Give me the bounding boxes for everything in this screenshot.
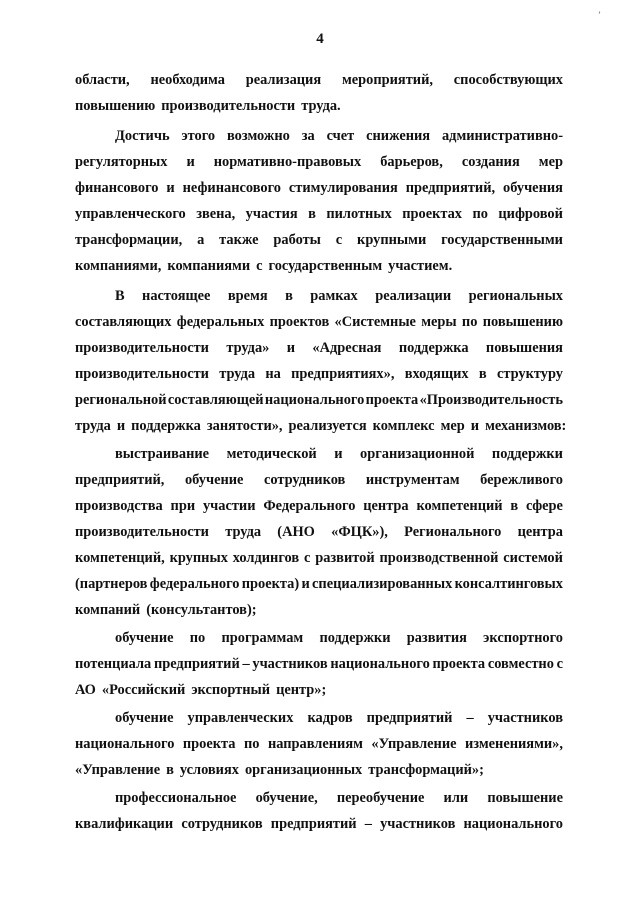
word: регуляторных xyxy=(75,154,168,170)
word: и xyxy=(186,154,195,170)
word: предприятий, xyxy=(405,180,496,196)
word: с xyxy=(256,258,263,274)
word: способствующих xyxy=(453,72,563,88)
word: участников xyxy=(487,710,563,726)
word: реализуется xyxy=(288,418,367,434)
text-line xyxy=(75,391,563,409)
text-line xyxy=(75,735,563,753)
word: поддержка xyxy=(398,340,469,356)
word: также xyxy=(219,232,259,248)
word: и xyxy=(116,418,126,434)
text-line xyxy=(115,789,563,807)
word: звена, xyxy=(196,206,236,222)
word: профессиональное xyxy=(115,790,237,806)
word: квалификации xyxy=(75,816,174,832)
text-line xyxy=(75,71,563,89)
word: кадров xyxy=(307,710,353,726)
word: рамках xyxy=(310,288,358,304)
word: структуру xyxy=(496,366,563,382)
word: в xyxy=(478,366,487,382)
text-line xyxy=(75,815,563,833)
word: мер xyxy=(440,418,465,434)
word: нефинансового xyxy=(182,180,281,196)
word: мер xyxy=(538,154,563,170)
word: механизмов: xyxy=(485,418,567,434)
word: реализация xyxy=(245,72,322,88)
word: переобучение xyxy=(336,790,425,806)
word: сотрудников xyxy=(181,816,263,832)
word: предприятий xyxy=(153,656,240,672)
text-line xyxy=(75,523,563,541)
word: компаний xyxy=(75,602,141,618)
word: «Системные xyxy=(334,314,416,330)
word: поддержка xyxy=(131,418,201,434)
word: в xyxy=(285,288,293,304)
word: федеральных xyxy=(176,314,265,330)
word: труда. xyxy=(301,98,341,114)
word: создания xyxy=(461,154,520,170)
word: этого xyxy=(181,128,216,144)
word: проекта) xyxy=(241,576,300,592)
word: с xyxy=(335,232,343,248)
word: производства xyxy=(75,498,163,514)
word: области, xyxy=(75,72,130,88)
page-number: 4 xyxy=(316,31,324,47)
word: «Управление xyxy=(371,736,457,752)
word: системой xyxy=(503,550,563,566)
word: «Адресная xyxy=(312,340,382,356)
word: компетенций, xyxy=(75,550,165,566)
word: труда xyxy=(225,524,262,540)
word: консалтинговых xyxy=(454,576,563,592)
word: в xyxy=(308,206,316,222)
text-line xyxy=(75,231,563,249)
word: программам xyxy=(221,630,304,646)
word: национального xyxy=(463,816,563,832)
word: организационных xyxy=(244,762,363,778)
text-line xyxy=(115,445,563,463)
word: и xyxy=(470,418,480,434)
word: государственными xyxy=(441,232,563,248)
word: настоящее xyxy=(142,288,211,304)
text-line xyxy=(75,601,563,619)
text-line xyxy=(115,287,563,305)
word: составляющей xyxy=(167,392,264,408)
word: участников xyxy=(380,816,456,832)
word: проекта xyxy=(365,392,419,408)
word: повышение xyxy=(487,790,563,806)
word: обучение xyxy=(184,472,244,488)
word: «Управление xyxy=(75,762,161,778)
word: управленческого xyxy=(75,206,186,222)
word: обучение xyxy=(115,710,174,726)
word: – xyxy=(242,656,250,672)
word: время xyxy=(227,288,268,304)
word: входящих xyxy=(404,366,469,382)
word: производительности xyxy=(75,524,209,540)
word: государственным xyxy=(268,258,383,274)
word: или xyxy=(443,790,469,806)
word: труда» xyxy=(226,340,270,356)
word: предприятий xyxy=(366,710,453,726)
word: – xyxy=(466,710,474,726)
word: экспортный xyxy=(191,682,271,698)
text-line xyxy=(75,761,563,779)
word: производственной xyxy=(379,550,499,566)
word: на xyxy=(265,366,281,382)
word: при xyxy=(170,498,196,514)
text-line xyxy=(75,313,563,331)
word: производительности xyxy=(161,98,296,114)
word: бережливого xyxy=(480,472,563,488)
text-line xyxy=(75,339,563,357)
word: проектах xyxy=(402,206,463,222)
word: предприятий xyxy=(270,816,357,832)
word: повышению xyxy=(482,314,563,330)
word: составляющих xyxy=(75,314,172,330)
word: – xyxy=(364,816,372,832)
word: инструментам xyxy=(365,472,460,488)
text-line xyxy=(75,575,563,593)
text-line xyxy=(75,179,563,197)
word: совместно xyxy=(487,656,554,672)
word: административно- xyxy=(441,128,563,144)
word: счет xyxy=(326,128,355,144)
word: занятости», xyxy=(206,418,283,434)
word: производительности xyxy=(75,340,209,356)
word: финансового xyxy=(75,180,159,196)
word: национального xyxy=(75,736,175,752)
text-line xyxy=(75,97,563,115)
word: экспортного xyxy=(483,630,563,646)
word: трансформации, xyxy=(75,232,183,248)
word: компетенций xyxy=(416,498,503,514)
text-line xyxy=(75,417,567,435)
text-line xyxy=(115,629,563,647)
word: поддержки xyxy=(491,446,563,462)
text-line xyxy=(115,709,563,727)
word: проекта xyxy=(182,736,236,752)
word: центра xyxy=(517,524,563,540)
word: с xyxy=(556,656,563,672)
word: работы xyxy=(273,232,321,248)
word: региональных xyxy=(468,288,563,304)
word: в xyxy=(166,762,174,778)
word: методической xyxy=(226,446,317,462)
word: региональной xyxy=(75,392,167,408)
word: с xyxy=(303,550,311,566)
word: специализированных xyxy=(312,576,453,592)
text-line xyxy=(75,497,563,515)
word: комплекс xyxy=(372,418,435,434)
word: участии xyxy=(202,498,256,514)
word: компаниями xyxy=(167,258,251,274)
word: управленческих xyxy=(187,710,294,726)
word: производительности xyxy=(75,366,209,382)
word: развитой xyxy=(315,550,375,566)
word: сотрудников xyxy=(263,472,346,488)
word: а xyxy=(197,232,205,248)
word: меры xyxy=(421,314,457,330)
word: стимулирования xyxy=(288,180,398,196)
word: центр»; xyxy=(276,682,327,698)
text-line xyxy=(75,257,563,275)
text-line xyxy=(75,681,563,699)
word: возможно xyxy=(227,128,290,144)
word: снижения xyxy=(366,128,431,144)
word: Достичь xyxy=(115,128,170,144)
word: барьеров, xyxy=(380,154,443,170)
word: компаниями, xyxy=(75,258,162,274)
word: «Российский xyxy=(101,682,186,698)
word: Регионального xyxy=(404,524,502,540)
word: по xyxy=(243,736,260,752)
word: Федерального xyxy=(263,498,356,514)
word: реализации xyxy=(375,288,452,304)
word: за xyxy=(301,128,315,144)
word: обучения xyxy=(503,180,563,196)
word: пилотных xyxy=(326,206,392,222)
word: участия xyxy=(245,206,298,222)
word: направлениям xyxy=(267,736,363,752)
word: национального xyxy=(264,392,365,408)
word: и xyxy=(301,576,310,592)
word: участников xyxy=(252,656,328,672)
word: В xyxy=(115,288,125,304)
word: центра xyxy=(363,498,409,514)
text-line xyxy=(75,655,563,673)
word: изменениями», xyxy=(464,736,563,752)
word: АО xyxy=(75,682,96,698)
word: предприятий, xyxy=(75,472,165,488)
word: потенциала xyxy=(75,656,152,672)
text-line xyxy=(75,365,563,383)
word: крупными xyxy=(357,232,427,248)
word: (консультантов); xyxy=(146,602,257,618)
word: по xyxy=(189,630,206,646)
word: цифровой xyxy=(498,206,563,222)
word: выстраивание xyxy=(115,446,210,462)
word: «ФЦК»), xyxy=(331,524,388,540)
word: повышения xyxy=(485,340,563,356)
word: трансформаций»; xyxy=(368,762,484,778)
word: национального xyxy=(330,656,430,672)
text-line xyxy=(75,549,563,567)
word: «Производительность xyxy=(419,392,563,408)
word: участием. xyxy=(388,258,453,274)
word: сфере xyxy=(526,498,563,514)
word: и xyxy=(166,180,175,196)
word: обучение, xyxy=(255,790,318,806)
word: нормативно-правовых xyxy=(213,154,362,170)
word: мероприятий, xyxy=(341,72,433,88)
word: и xyxy=(286,340,296,356)
word: федерального xyxy=(149,576,240,592)
word: условиях xyxy=(179,762,239,778)
text-line xyxy=(75,153,563,171)
text-line xyxy=(75,471,563,489)
word: холдингов xyxy=(232,550,300,566)
word: (партнеров xyxy=(75,576,148,592)
word: повышению xyxy=(75,98,156,114)
word: в xyxy=(510,498,519,514)
word: по xyxy=(461,314,478,330)
word: крупных xyxy=(169,550,228,566)
word: по xyxy=(472,206,488,222)
word: труда xyxy=(75,418,111,434)
word: и xyxy=(334,446,343,462)
word: поддержки xyxy=(319,630,391,646)
word: обучение xyxy=(115,630,174,646)
word: организационной xyxy=(360,446,475,462)
text-line xyxy=(75,205,563,223)
text-line xyxy=(115,127,563,145)
word: (АНО xyxy=(277,524,315,540)
word: проекта xyxy=(432,656,486,672)
word: проектов xyxy=(269,314,330,330)
corner-mark: ’ xyxy=(598,10,601,20)
word: труда xyxy=(219,366,256,382)
word: развития xyxy=(406,630,467,646)
word: предприятиях», xyxy=(291,366,395,382)
word: необходима xyxy=(150,72,225,88)
